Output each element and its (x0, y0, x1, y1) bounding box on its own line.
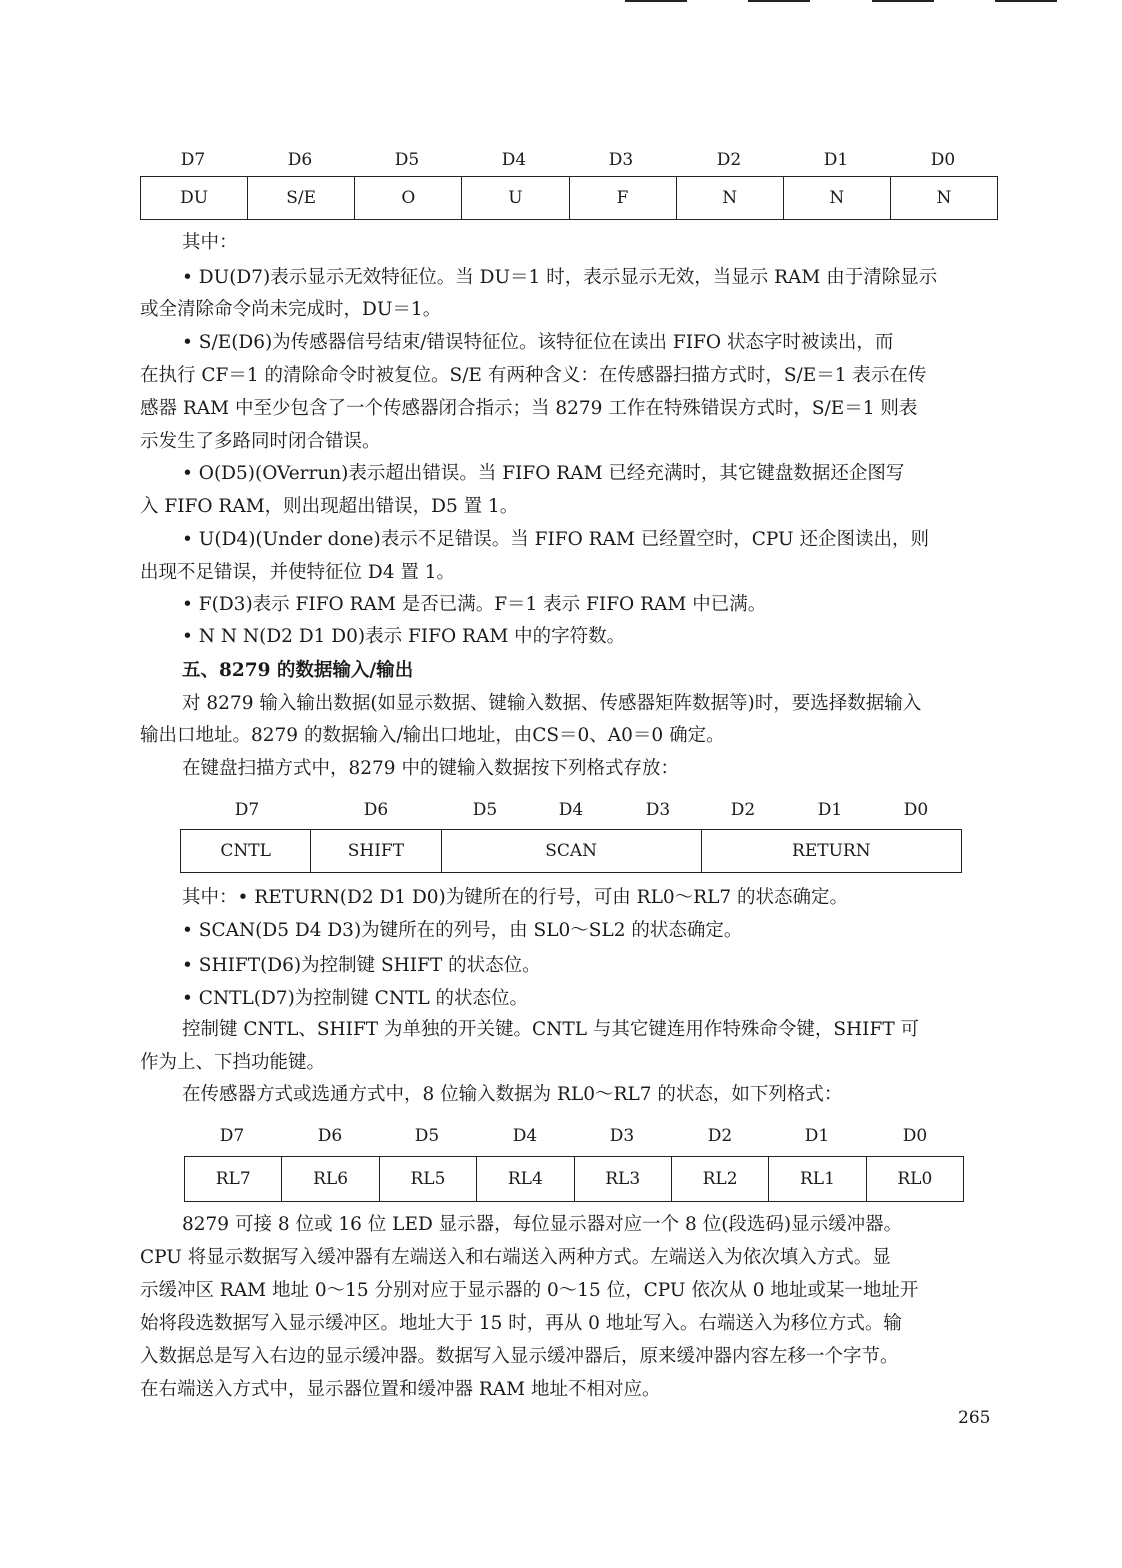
paragraph: 其中： (182, 232, 238, 253)
bit-label: D3 (645, 800, 671, 820)
table-cell: N (676, 177, 783, 220)
section-title: 五、8279 的数据输入/输出 (182, 660, 414, 681)
bit-label: D0 (930, 150, 956, 170)
bit-label: D2 (716, 150, 742, 170)
paragraph: • U(D4)(Under done)表示不足错误。当 FIFO RAM 已经置空时，CPU 还企图读出，则 (182, 529, 929, 550)
table-cell: SCAN (441, 830, 701, 873)
top-rule (748, 0, 810, 2)
table-cell: RL2 (671, 1157, 768, 1202)
table-cell: RL5 (379, 1157, 476, 1202)
sensor-data-table (184, 1156, 964, 1202)
table2-header (180, 800, 962, 822)
paragraph: 出现不足错误，并使特征位 D4 置 1。 (140, 562, 456, 583)
paragraph: 在右端送入方式中，显示器位置和缓冲器 RAM 地址不相对应。 (140, 1379, 661, 1400)
table-cell: S/E (248, 177, 355, 220)
bit-label: D7 (234, 800, 260, 820)
bit-label: D1 (823, 150, 849, 170)
top-rule (995, 0, 1057, 2)
bit-label: D4 (512, 1126, 538, 1146)
bit-label: D2 (730, 800, 756, 820)
table-cell: CNTL (181, 830, 311, 873)
bit-label: D6 (363, 800, 389, 820)
bit-label: D7 (180, 150, 206, 170)
bit-label: D4 (558, 800, 584, 820)
paragraph: 入数据总是写入右边的显示缓冲器。数据写入显示缓冲器后，原来缓冲器内容左移一个字节。 (140, 1346, 899, 1367)
top-rule (625, 0, 687, 2)
table-cell: RL1 (769, 1157, 866, 1202)
bit-label: D3 (608, 150, 634, 170)
paragraph: 感器 RAM 中至少包含了一个传感器闭合指示；当 8279 工作在特殊错误方式时，S/E＝1 则表 (140, 398, 918, 419)
table-cell: RL0 (866, 1157, 963, 1202)
bit-label: D5 (394, 150, 420, 170)
table-cell: RETURN (701, 830, 961, 873)
paragraph: 入 FIFO RAM，则出现超出错误，D5 置 1。 (140, 496, 519, 517)
table1-header (140, 150, 998, 172)
paragraph: 在键盘扫描方式中，8279 中的键输入数据按下列格式存放： (182, 758, 679, 779)
table-cell: RL7 (185, 1157, 282, 1202)
paragraph: • SHIFT(D6)为控制键 SHIFT 的状态位。 (182, 955, 541, 976)
paragraph: • N N N(D2 D1 D0)表示 FIFO RAM 中的字符数。 (182, 626, 626, 647)
table-cell: RL4 (477, 1157, 574, 1202)
paragraph: 或全清除命令尚未完成时，DU＝1。 (140, 299, 442, 320)
top-rule (872, 0, 934, 2)
paragraph: CPU 将显示数据写入缓冲器有左端送入和右端送入两种方式。左端送入为依次填入方式。显 (140, 1247, 891, 1268)
table-cell: RL3 (574, 1157, 671, 1202)
table3-header (184, 1126, 964, 1148)
key-data-table (180, 829, 962, 873)
paragraph: 控制键 CNTL、SHIFT 为单独的开关键。CNTL 与其它键连用作特殊命令键，SHIFT 可 (182, 1019, 920, 1040)
paragraph: • DU(D7)表示显示无效特征位。当 DU＝1 时，表示显示无效，当显示 RAM 由于清除显示 (182, 267, 938, 288)
paragraph: 示缓冲区 RAM 地址 0～15 分别对应于显示器的 0～15 位，CPU 依次从 0 地址或某一地址开 (140, 1280, 919, 1301)
status-word-table (140, 176, 998, 220)
paragraph: 作为上、下挡功能键。 (140, 1052, 326, 1073)
bit-label: D0 (903, 800, 929, 820)
table-row (181, 830, 962, 873)
paragraph: • SCAN(D5 D4 D3)为键所在的列号，由 SL0～SL2 的状态确定。 (182, 920, 743, 941)
paragraph: 对 8279 输入输出数据(如显示数据、键输入数据、传感器矩阵数据等)时，要选择数据输入 (182, 693, 922, 714)
bit-label: D1 (817, 800, 843, 820)
paragraph: 示发生了多路同时闭合错误。 (140, 431, 381, 452)
paragraph: 始将段选数据写入显示缓冲区。地址大于 15 时，再从 0 地址写入。右端送入为移位方式。输 (140, 1313, 902, 1334)
table-cell: F (569, 177, 676, 220)
bit-label: D5 (472, 800, 498, 820)
bit-label: D6 (317, 1126, 343, 1146)
table-cell: N (783, 177, 890, 220)
paragraph: • S/E(D6)为传感器信号结束/错误特征位。该特征位在读出 FIFO 状态字时被读出，而 (182, 332, 894, 353)
bit-label: D3 (609, 1126, 635, 1146)
bit-label: D0 (902, 1126, 928, 1146)
paragraph: 8279 可接 8 位或 16 位 LED 显示器，每位显示器对应一个 8 位(段选码)显示缓冲器。 (182, 1214, 903, 1235)
page-number: 265 (958, 1408, 991, 1428)
table-cell: U (462, 177, 569, 220)
bit-label: D4 (501, 150, 527, 170)
bit-label: D2 (707, 1126, 733, 1146)
paragraph: 输出口地址。8279 的数据输入/输出口地址，由CS＝0、A0＝0 确定。 (140, 725, 725, 746)
paragraph: • CNTL(D7)为控制键 CNTL 的状态位。 (182, 988, 529, 1009)
bit-label: D1 (804, 1126, 830, 1146)
table-row (185, 1157, 964, 1202)
table-cell: DU (141, 177, 248, 220)
table-cell: O (355, 177, 462, 220)
bit-label: D6 (287, 150, 313, 170)
table-cell: N (890, 177, 997, 220)
bit-label: D5 (414, 1126, 440, 1146)
paragraph: 在传感器方式或选通方式中，8 位输入数据为 RL0～RL7 的状态，如下列格式： (182, 1084, 843, 1105)
paragraph: 在执行 CF＝1 的清除命令时被复位。S/E 有两种含义：在传感器扫描方式时，S/E＝1 表示在传 (140, 365, 927, 386)
table-cell: SHIFT (311, 830, 441, 873)
bit-label: D7 (219, 1126, 245, 1146)
table-cell: RL6 (282, 1157, 379, 1202)
paragraph: • F(D3)表示 FIFO RAM 是否已满。F＝1 表示 FIFO RAM 中已满。 (182, 594, 767, 615)
table-row (141, 177, 998, 220)
paragraph: • O(D5)(OVerrun)表示超出错误。当 FIFO RAM 已经充满时，其它键盘数据还企图写 (182, 463, 905, 484)
paragraph: 其中：• RETURN(D2 D1 D0)为键所在的行号，可由 RL0～RL7 的状态确定。 (182, 887, 849, 908)
